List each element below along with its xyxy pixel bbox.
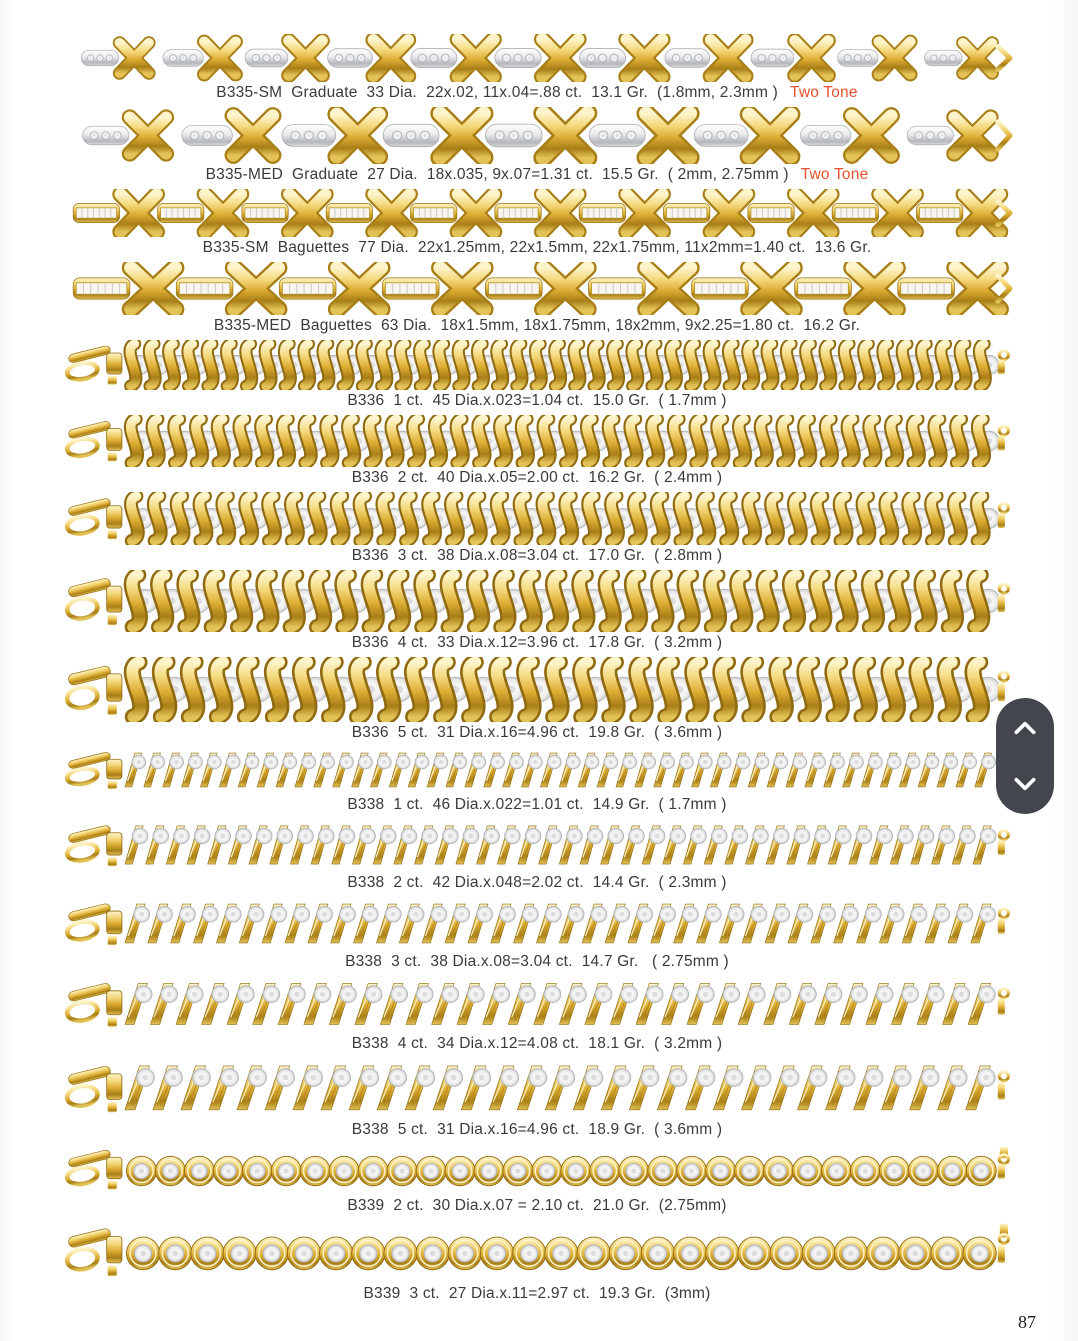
catalog-rows [60, 34, 1014, 1303]
bracelet-caption [60, 724, 1014, 742]
chevron-up-icon [1008, 715, 1042, 741]
bracelet-caption-text: B335-SM Baguettes 77 Dia. 22x1.25mm, 22x1.5mm, 22x1.75mm, 11x2mm=1.40 ct. 13.6 Gr. [202, 239, 872, 256]
bracelet-row [60, 1144, 1014, 1215]
bracelet-photo [60, 262, 1014, 315]
bracelet-caption-text: B338 5 ct. 31 Dia.x.16=4.96 ct. 18.9 Gr. ( 3.6mm ) [351, 1121, 723, 1138]
bracelet-caption [60, 547, 1014, 565]
bracelet-row [60, 340, 1014, 410]
bracelet-row [60, 189, 1014, 257]
bracelet-caption-text: B339 2 ct. 30 Dia.x.07 = 2.10 ct. 21.0 Gr. (2.75mm) [347, 1197, 727, 1214]
bracelet-photo [60, 34, 1014, 82]
bracelet-caption-text: B335-MED Baguettes 63 Dia. 18x1.5mm, 18x1.75mm, 18x2mm, 9x2.25=1.80 ct. 16.2 Gr. [213, 317, 861, 334]
bracelet-caption [60, 796, 1014, 814]
bracelet-caption [60, 239, 1014, 257]
bracelet-caption-text: B336 4 ct. 33 Dia.x.12=3.96 ct. 17.8 Gr. ( 3.2mm ) [351, 634, 723, 651]
chevron-down-icon [1008, 771, 1042, 797]
bracelet-caption-text: B335-SM Graduate 33 Dia. 22x.02, 11x.04=.88 ct. 13.1 Gr. (1.8mm, 2.3mm ) [216, 84, 779, 101]
bracelet-photo [60, 570, 1014, 632]
scroll-down-button[interactable] [1005, 767, 1045, 801]
bracelet-photo [60, 189, 1014, 237]
bracelet-caption [60, 166, 1014, 184]
bracelet-caption [60, 634, 1014, 652]
bracelet-row [60, 262, 1014, 335]
bracelet-caption [60, 84, 1014, 102]
bracelet-caption [60, 1285, 1014, 1303]
bracelet-caption [60, 392, 1014, 410]
bracelet-row [60, 107, 1014, 184]
bracelet-row [60, 34, 1014, 102]
two-tone-label: Two Tone [800, 166, 869, 183]
bracelet-photo [60, 657, 1014, 722]
bracelet-photo [60, 897, 1014, 951]
bracelet-row [60, 492, 1014, 565]
bracelet-caption-text: B336 2 ct. 40 Dia.x.05=2.00 ct. 16.2 Gr. ( 2.4mm ) [351, 469, 723, 486]
bracelet-photo [60, 415, 1014, 467]
bracelet-caption-text: B338 3 ct. 38 Dia.x.08=3.04 ct. 14.7 Gr. ( 2.75mm ) [345, 953, 729, 970]
scroll-up-button[interactable] [1005, 711, 1045, 745]
bracelet-caption [60, 1197, 1014, 1215]
bracelet-caption [60, 1121, 1014, 1139]
bracelet-caption-text: B338 1 ct. 46 Dia.x.022=1.01 ct. 14.9 Gr. ( 1.7mm ) [347, 796, 727, 813]
bracelet-row [60, 819, 1014, 892]
bracelet-caption [60, 953, 1014, 971]
bracelet-photo [60, 340, 1014, 390]
bracelet-row [60, 415, 1014, 487]
bracelet-row [60, 976, 1014, 1053]
bracelet-photo [60, 1144, 1014, 1195]
bracelet-photo [60, 1058, 1014, 1119]
scroll-widget [996, 698, 1054, 814]
bracelet-row [60, 897, 1014, 971]
bracelet-caption [60, 1035, 1014, 1053]
bracelet-row [60, 657, 1014, 742]
bracelet-row [60, 1058, 1014, 1139]
bracelet-caption [60, 469, 1014, 487]
bracelet-photo [60, 976, 1014, 1033]
bracelet-row [60, 1220, 1014, 1303]
bracelet-caption-text: B338 4 ct. 34 Dia.x.12=4.08 ct. 18.1 Gr. ( 3.2mm ) [351, 1035, 723, 1052]
two-tone-label: Two Tone [790, 84, 858, 101]
bracelet-photo [60, 492, 1014, 545]
bracelet-caption-text: B336 5 ct. 31 Dia.x.16=4.96 ct. 19.8 Gr. ( 3.6mm ) [351, 724, 723, 741]
bracelet-caption-text: B338 2 ct. 42 Dia.x.048=2.02 ct. 14.4 Gr. ( 2.3mm ) [347, 874, 727, 891]
bracelet-row [60, 747, 1014, 814]
bracelet-caption-text: B336 3 ct. 38 Dia.x.08=3.04 ct. 17.0 Gr. ( 2.8mm ) [351, 547, 723, 564]
bracelet-photo [60, 819, 1014, 872]
bracelet-caption-text: B336 1 ct. 45 Dia.x.023=1.04 ct. 15.0 Gr. ( 1.7mm ) [347, 392, 727, 409]
bracelet-photo [60, 1220, 1014, 1283]
page-number: 87 [1018, 1312, 1036, 1332]
bracelet-row [60, 570, 1014, 652]
bracelet-caption-text: B335-MED Graduate 27 Dia. 18x.035, 9x.07=1.31 ct. 15.5 Gr. ( 2mm, 2.75mm ) [205, 166, 789, 183]
bracelet-caption [60, 874, 1014, 892]
bracelet-caption-text: B339 3 ct. 27 Dia.x.11=2.97 ct. 19.3 Gr. (3mm) [363, 1285, 711, 1302]
bracelet-photo [60, 107, 1014, 164]
bracelet-photo [60, 747, 1014, 794]
bracelet-caption [60, 317, 1014, 335]
